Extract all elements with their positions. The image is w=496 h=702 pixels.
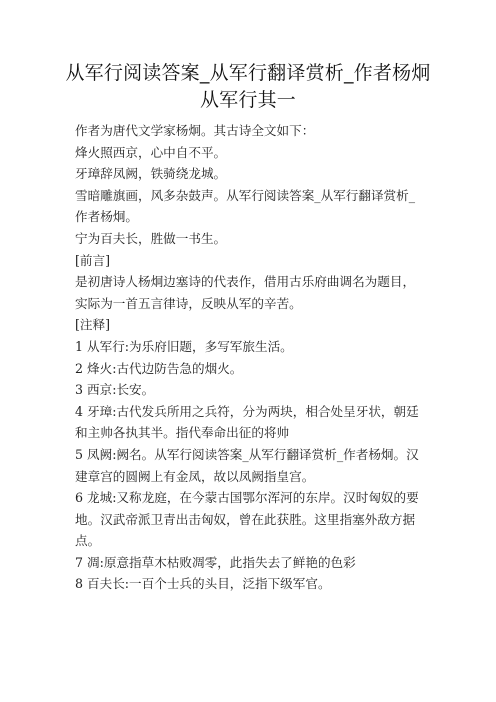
note-item: 4 牙璋:古代发兵所用之兵符，分为两块，相合处呈牙状，朝廷和主帅各执其半。指代奉命出征的将帅 (75, 403, 419, 441)
intro-paragraph: 作者为唐代文学家杨炯。其古诗全文如下： (75, 123, 315, 138)
note-item: 2 烽火:古代边防告急的烟火。 (75, 360, 243, 376)
poem-line: 烽火照西京，心中自不平。 (75, 144, 227, 160)
note-item: 5 凤阙:阙名。从军行阅读答案_从军行翻译赏析_作者杨炯。汉建章宫的圆阙上有金凤，故以凤阙指皇宫。 (75, 446, 419, 484)
poem-line: 宁为百夫长，胜做一书生。 (75, 230, 227, 246)
section-heading-notes: [注释] (75, 317, 111, 333)
note-item: 7 凋:原意指草木枯败凋零，此指失去了鲜艳的色彩 (75, 554, 356, 570)
document-body (75, 120, 425, 595)
page-title: 从军行阅读答案_从军行翻译赏析_作者杨炯 从军行其一 (65, 62, 431, 111)
section-heading-preface: [前言] (75, 252, 111, 268)
note-item: 3 西京:长安。 (75, 382, 155, 398)
poem-line: 牙璋辞凤阙，铁骑绕龙城。 (75, 166, 227, 182)
note-item: 6 龙城:又称龙庭，在今蒙古国鄂尔浑河的东岸。汉时匈奴的要地。汉武帝派卫青出击匈奴，曾在此获胜。这里指塞外敌方据点。 (75, 490, 419, 549)
preface-paragraph: 是初唐诗人杨炯边塞诗的代表作，借用古乐府曲调名为题目，实际为一首五言律诗，反映从军的辛苦。 (75, 274, 416, 311)
poem-line: 雪暗雕旗画，风多杂鼓声。从军行阅读答案_从军行翻译赏析_作者杨炯。 (75, 187, 416, 225)
note-item: 8 百夫长:一百个士兵的头目，泛指下级军官。 (75, 576, 331, 592)
note-item: 1 从军行:为乐府旧题，多写军旅生活。 (75, 338, 293, 354)
